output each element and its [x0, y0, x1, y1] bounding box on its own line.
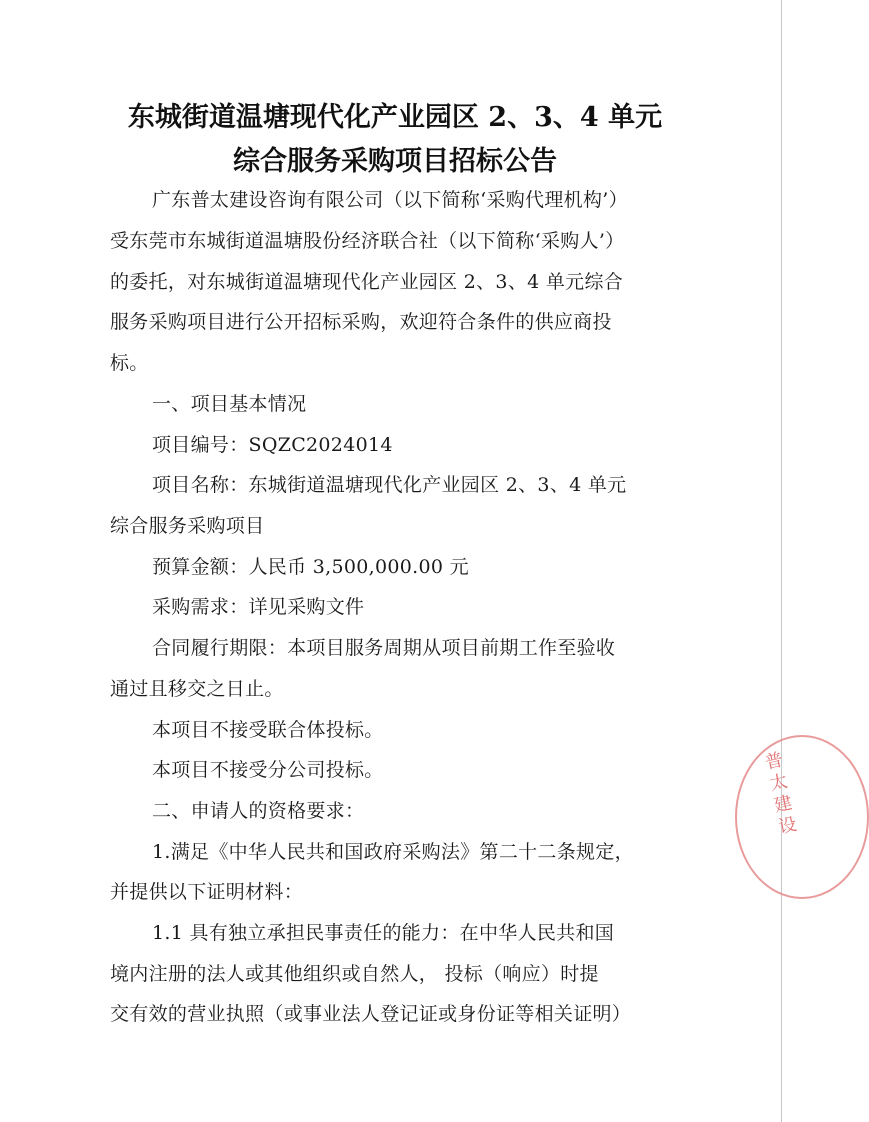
no-consortium-note: 本项目不接受联合体投标。 — [152, 719, 384, 741]
requirement1-line2: 并提供以下证明材料： — [110, 881, 304, 903]
requirement11-line3: 交有效的营业执照（或事业法人登记证或身份证等相关证明） — [110, 1003, 632, 1025]
requirement11-line1: 1.1 具有独立承担民事责任的能力：在中华人民共和国 — [152, 922, 615, 944]
intro-line-1: 广东普太建设咨询有限公司（以下简称‘采购代理机构’） — [152, 189, 628, 211]
project-name-line1: 项目名称：东城街道温塘现代化产业园区 2、3、4 单元 — [152, 474, 627, 496]
intro-line-2: 受东莞市东城街道温塘股份经济联合社（以下简称‘采购人’） — [110, 230, 625, 252]
project-name-line2: 综合服务采购项目 — [110, 515, 265, 537]
page-edge-rule — [781, 0, 782, 1122]
procurement-requirement: 采购需求：详见采购文件 — [152, 596, 365, 618]
contract-period-line2: 通过且移交之日止。 — [110, 678, 284, 700]
document-title-line2: 综合服务采购项目招标公告 — [233, 146, 557, 177]
budget-amount: 预算金额：人民币 3,500,000.00 元 — [152, 556, 469, 578]
project-number: 项目编号：SQZC2024014 — [152, 434, 393, 456]
contract-period-line1: 合同履行期限：本项目服务周期从项目前期工作至验收 — [152, 637, 616, 659]
section2-heading: 二、申请人的资格要求： — [152, 800, 365, 822]
requirement1-line1: 1.满足《中华人民共和国政府采购法》第二十二条规定， — [152, 841, 634, 863]
intro-line-4: 服务采购项目进行公开招标采购，欢迎符合条件的供应商投 — [110, 311, 612, 333]
no-branch-note: 本项目不接受分公司投标。 — [152, 759, 384, 781]
company-seal-text: 普太建设 — [763, 749, 799, 839]
section1-heading: 一、项目基本情况 — [152, 393, 307, 415]
intro-line-5: 标。 — [110, 352, 149, 374]
intro-line-3: 的委托，对东城街道温塘现代化产业园区 2、3、4 单元综合 — [110, 271, 624, 293]
company-seal — [735, 735, 869, 899]
requirement11-line2: 境内注册的法人或其他组织或自然人， 投标（响应）时提 — [110, 963, 599, 985]
document-title-line1: 东城街道温塘现代化产业园区 2、3、4 单元 — [127, 102, 663, 133]
